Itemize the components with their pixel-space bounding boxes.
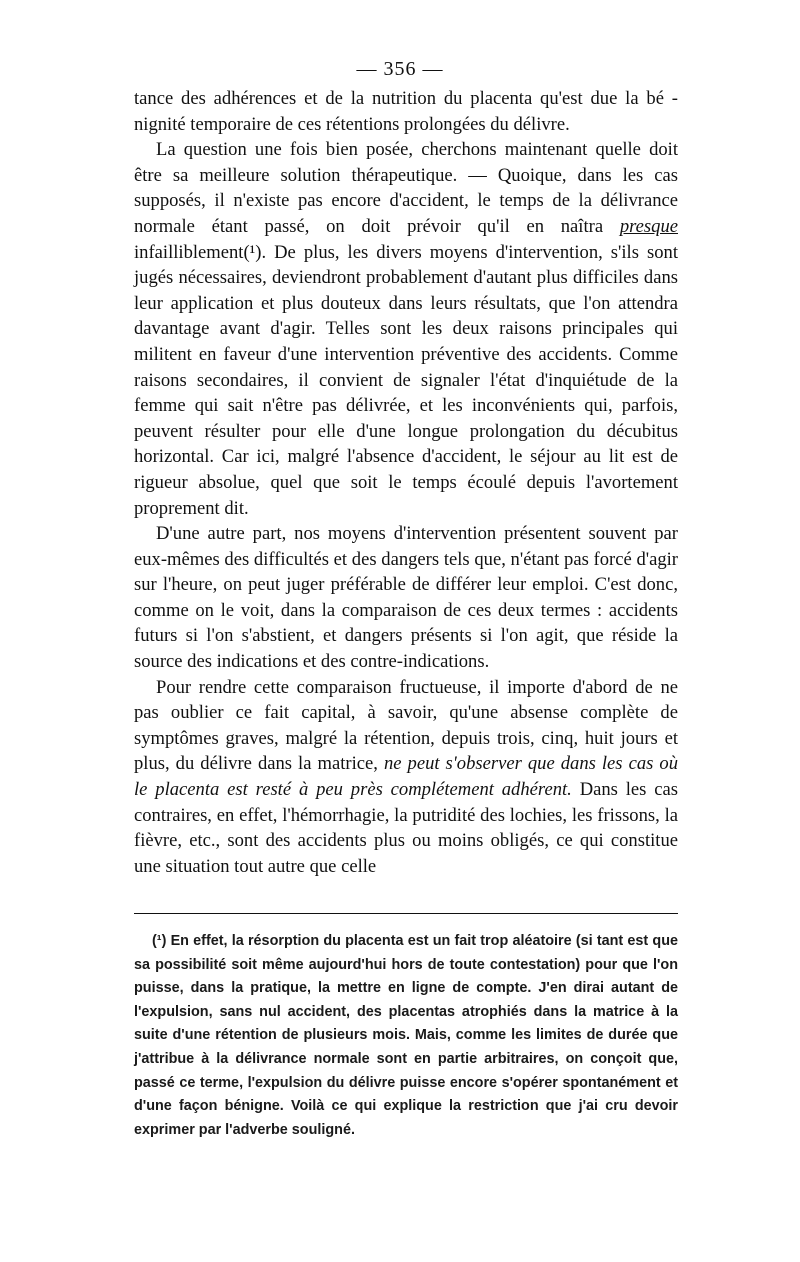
paragraph-1: tance des adhérences et de la nutrition du placenta qu'est due la bé - nignité temporaire de ces rétentions prolongées du délivre. [134,88,678,135]
paragraph-4 [134,675,678,880]
paragraph-4-part-a: Pour rendre cette comparaison fructueuse, il importe d'abord de ne pas oublier ce fait capital, à savoir, qu'une absense complète de symptômes graves, malgré la rétention, depuis trois, cinq, huit jours et plus, du délivre dans la matrice, [134,676,678,775]
main-text [134,86,678,879]
paragraph-2-part-c: . De plus, les divers moyens d'intervention, s'ils sont jugés nécessaires, deviendront probablement d'autant plus difficiles dans leur application et plus douteux dans leurs résultats, que l'on attendra davantage avant d'agir. Telles sont les deux raisons principales qui militent en faveur d'une intervention préventive des accidents. Comme raisons secondaires, il convient de signaler l'état d'inquiétude de la femme qui sait n'être pas délivrée, et les inconvénients qui, parfois, peuvent résulter pour elle d'une longue prolongation du décubitus horizontal. Car ici, malgré l'absence d'accident, le séjour au lit est de rigueur absolue, quel que soit le temps écoulé depuis l'avortement proprement dit. [134,241,678,519]
underlined-word-presque: presque [619,215,678,237]
footnote-text: (¹) En effet, la résorption du placenta est un fait trop aléatoire (si tant est que sa possibilité soit même aujourd'hui hors de toute contestation) pour que l'on puisse, dans la pratique, la mettre en ligne de compte. J'en dirai autant de l'expulsion, sans nul accident, des placentas atrophiés dans la matrice à la suite d'une rétention de plusieurs mois. Mais, comme les limites de durée que j'attribue à la délivrance normale sont en partie arbitraires, on conçoit que, passé ce terme, l'expulsion du délivre puisse encore s'opérer spontanément et d'une façon bénigne. Voilà ce qui explique la restriction que j'ai cru devoir exprimer par l'adverbe souligné. [134,933,678,1138]
paragraph-2-part-a: La question une fois bien posée, cherchons maintenant quelle doit être sa meilleure solution thérapeutique. — Quoique, dans les cas supposés, il n'existe pas encore d'accident, le temps de la délivrance normale étant passé, on doit prévoir qu'il en naîtra [134,139,678,237]
page-number: — 356 — [356,58,444,80]
footnote-marker: (¹) [243,241,262,263]
paragraph-4-emphasis: ne peut s'observer que dans les cas où le placenta est resté à peu près complétement adhérent. [134,753,678,801]
paragraph-2-part-b: infailliblement [134,241,244,263]
footnote-divider [134,913,678,914]
paragraph-2 [134,137,678,521]
footnote [134,930,678,1142]
paragraph-3: D'une autre part, nos moyens d'intervention présentent souvent par eux-mêmes des difficultés et des dangers tels que, n'étant pas forcé d'agir sur l'heure, on peut juger préférable de différer leur emploi. C'est donc, comme on le voit, dans la comparaison de ces deux termes : accidents futurs si l'on s'abstient, et dangers présents si l'on agit, que réside la source des indications et des contre-indications. [134,523,678,673]
paragraph-4-part-b: Dans les cas contraires, en effet, l'hémorrhagie, la putridité des lochies, les frissons, la fièvre, etc., sont des accidents plus ou moins obligés, ce qui constitue une situation tout autre que celle [134,779,678,877]
